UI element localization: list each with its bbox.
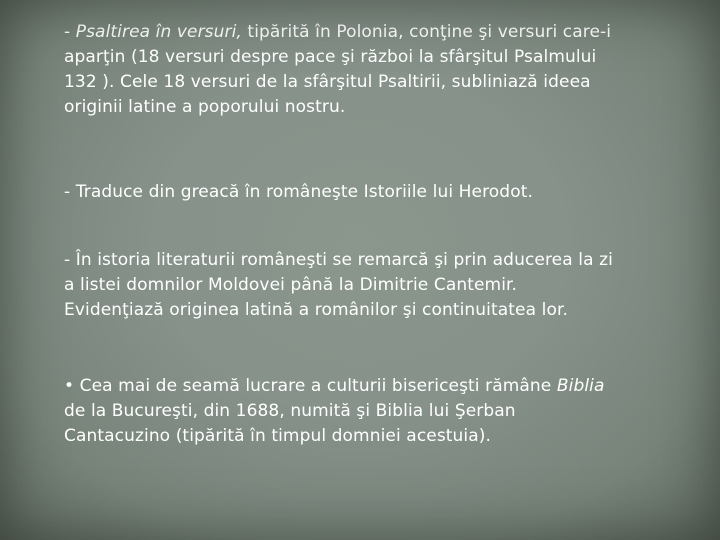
paragraph-psaltirea — [64, 20, 611, 120]
line-text: a listei domnilor Moldovei până la Dimitrie Cantemir. — [64, 275, 518, 295]
dash-marker: - — [64, 22, 76, 42]
work-title-italic: Psaltirea în versuri, — [75, 22, 242, 42]
line-text: tipărită în Polonia, conţine şi versuri care-i — [241, 22, 612, 42]
line-text: aparţin (18 versuri despre pace şi război la sfârşitul Psalmului — [64, 47, 597, 67]
work-title-italic: Biblia — [556, 376, 605, 396]
line-text: - În istoria literaturii româneşti se remarcă şi prin aducerea la zi — [64, 250, 613, 270]
paragraph-istoria-literaturii — [64, 248, 613, 323]
line-text: Evidenţiază originea latină a românilor şi continuitatea lor. — [64, 300, 568, 320]
paragraph-line — [64, 20, 611, 45]
paragraph-biblia — [64, 374, 605, 449]
line-text: • Cea mai de seamă lucrare a culturii bisericeşti rămâne — [64, 376, 557, 396]
line-text: 132 ). Cele 18 versuri de la sfârşitul Psaltirii, subliniază ideea — [64, 72, 591, 92]
line-text: Cantacuzino (tipărită în timpul domniei acestuia). — [64, 426, 491, 446]
paragraph-line — [64, 374, 605, 399]
line-text: originii latine a poporului nostru. — [64, 97, 346, 117]
line-text: - Traduce din greacă în româneşte Istoriile lui Herodot. — [64, 182, 533, 202]
paragraph-herodot — [64, 180, 533, 205]
line-text: de la Bucureşti, din 1688, numită şi Biblia lui Şerban — [64, 401, 516, 421]
